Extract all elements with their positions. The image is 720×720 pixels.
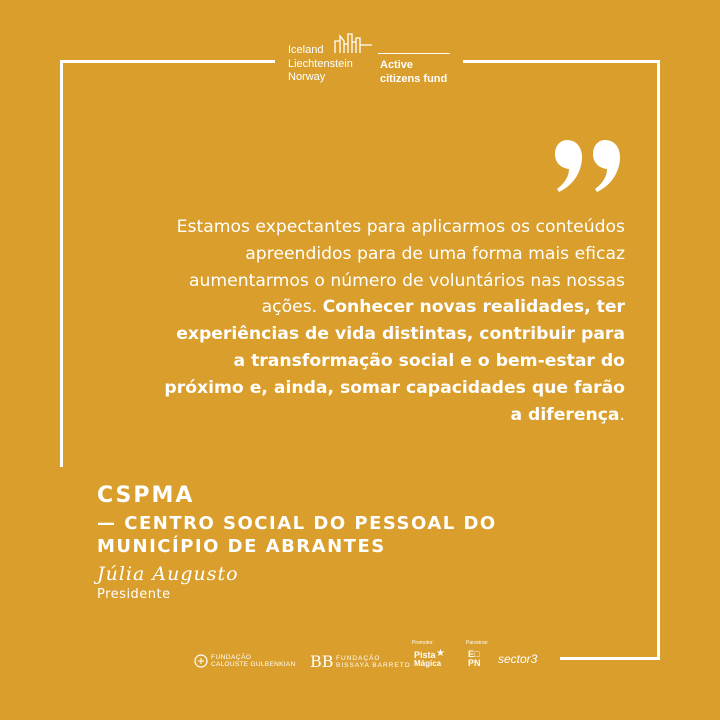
org-name-line2: MUNICÍPIO DE ABRANTES xyxy=(97,536,386,557)
sponsor-logos xyxy=(190,640,540,680)
promotor-label: Promotor: xyxy=(412,640,434,646)
pista-line1: Pista xyxy=(414,650,436,660)
quote-regular: Estamos expectantes para aplicarmos os conteúdos apreendidos para de uma forma mais eficaz aumentarmos o número de voluntários nas nossas ações. xyxy=(176,217,625,318)
quote-bold: Conhecer novas realidades, ter experiências de vida distintas, contribuir para a transformação social e o bem-estar do próximo e, ainda, somar capacidades que farão a diferença xyxy=(164,297,625,425)
gulbenkian-emblem-icon xyxy=(194,654,208,668)
country-iceland: Iceland xyxy=(288,44,324,56)
org-name-line1: — CENTRO SOCIAL DO PESSOAL DO xyxy=(97,513,497,534)
quote-mark-icon xyxy=(553,136,623,196)
country-liechtenstein: Liechtenstein xyxy=(288,57,353,70)
gulbenkian-line2: CALOUSTE GULBENKIAN xyxy=(211,661,296,668)
fund-line2: citizens fund xyxy=(380,72,448,85)
fund-line1: Active xyxy=(380,59,414,71)
partner-mark-icon: E□ PN xyxy=(468,649,481,668)
org-name xyxy=(97,512,537,558)
frame-left xyxy=(60,60,63,467)
sector3-logo: sector3 xyxy=(498,652,538,666)
quote-end: . xyxy=(619,404,625,425)
testimonial-quote xyxy=(160,214,625,428)
frame-top-right xyxy=(463,60,660,63)
country-norway: Norway xyxy=(288,71,326,83)
frame-bottom xyxy=(560,657,660,660)
frame-top-left xyxy=(60,60,275,63)
attribution xyxy=(97,482,537,603)
frame-right xyxy=(657,60,660,660)
active-citizens-fund-logo xyxy=(288,32,454,92)
gulbenkian-line1: FUNDAÇÃO xyxy=(211,654,252,661)
bissaya-line2: BISSAYA BARRETO xyxy=(336,662,411,669)
star-icon: ★ xyxy=(436,648,445,659)
bb-monogram-icon: BB xyxy=(310,652,334,671)
bissaya-line1: FUNDAÇÃO xyxy=(336,655,381,662)
parceiros-label: Parceiros: xyxy=(466,640,489,646)
person-name: Júlia Augusto xyxy=(97,563,239,585)
logo-fund-name xyxy=(380,59,447,86)
person-role: Presidente xyxy=(97,587,171,602)
pista-line2: Mágica xyxy=(414,659,442,668)
logo-divider xyxy=(378,53,450,54)
org-acronym: CSPMA xyxy=(97,483,195,508)
logo-countries xyxy=(288,44,353,85)
